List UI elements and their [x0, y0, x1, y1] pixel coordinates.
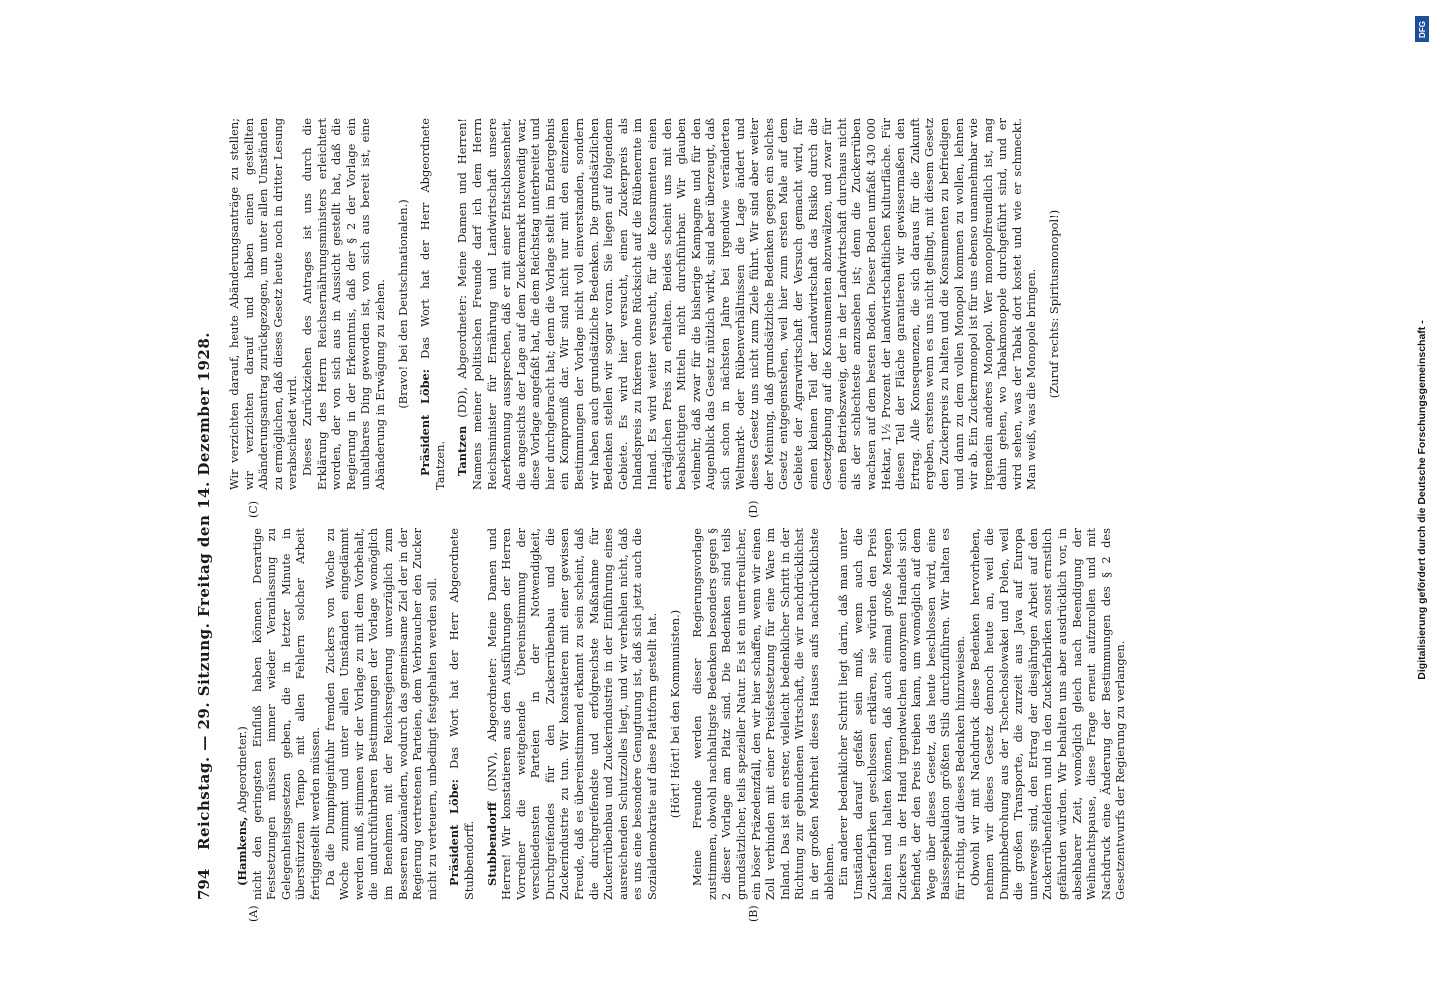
body-paragraph: Obwohl wir mit Nachdruck diese Bedenken hervorheben, nehmen wir dieses Gesetz dennoch heute an, weil die Dumpinbedrohung aus der Tschechoslowakei und Polen, weil die großen Transporte, die zurzeit aus Java auf Europa unterwegs sind, den Ertrag der diesjährigen Arbeit auf den Zuckerrübenfeldern und in den Zuckerfabriken sonst ernstlich gefährden würden. Wir behalten uns aber ausdrücklich vor, in absehbarer Zeit, womöglich gleich nach Beendigung der Weihnachtspause, diese Frage erneut aufzurollen und mit Nachdruck eine Änderung der Bestimmungen des § 2 des Gesetzentwurfs der Regierung zu verlangen. [967, 528, 1128, 900]
speech-paragraph [418, 118, 447, 490]
margin-marker-a: (A) [247, 905, 260, 922]
body-paragraph: Ein anderer bedenklicher Schritt liegt darin, daß man unter Umständen darauf gefaßt sein muß, wenn auch die Zuckerfabriken geschlossen erklären, sie würden den Preis halten und halten können, daß auch einmal große Mengen Zuckers in der Hand irgendwelchen anonymen Handels sich befindet, der den Preis treiben kann, um womöglich auf dem Wege über dieses Gesetz, das heute beschlossen wird, eine Baissespekulation größten Stils durchzuführen. Wir halten es für richtig, auf dieses Bedenken hinzuweisen. [836, 528, 967, 900]
speech-paragraph [447, 528, 476, 900]
left-column [227, 528, 1128, 900]
margin-marker-b: (B) [747, 905, 760, 922]
dfg-logo-text: DFG [1417, 20, 1427, 38]
interjection: (Bravo! bei den Deutschnationalen.) [395, 199, 410, 409]
page-title: Reichstag. — 29. Sitzung. Freitag den 14. Dezember 1928. [195, 331, 213, 850]
speaker-name: Präsident Löbe: [418, 369, 433, 476]
speech-text: Meine Damen und Herren! Wir konstatieren aus den Ausführungen der Herren Vorredner die weitgehende Übereinstimmung der verschiedensten Parteien in der Notwendigkeit, Durchgreifendes für den Zuckerrübenbau und die Zuckerindustrie zu tun. Wir konstatieren mit einer gewissen Freude, daß es übereinstimmend erkannt zu sein scheint, daß die durchgreifendste und erfolgreichste Maßnahme für Zuckerrübenbau und Zuckerindustrie in der Einführung eines ausreichenden Schutzzolles liegt, und wir verhehlen nicht, daß es uns eine besondere Genugtuung ist, daß sich jetzt auch die Sozialdemokratie auf diese Plattform gestellt hat. [484, 528, 660, 900]
scanned-page [187, 70, 1247, 930]
dfg-logo [1415, 16, 1429, 42]
speaker-role: (DNV), Abgeordneter: [484, 657, 499, 792]
speaker-name: Stubbendorff [484, 801, 499, 886]
speech-paragraph [455, 118, 1039, 490]
page-header [195, 90, 221, 900]
speech-paragraph [485, 528, 660, 900]
digitization-note: Digitalisierung gefördert durch die Deutsche Forschungsgemeinschaft - [1416, 320, 1428, 680]
margin-marker-d: (D) [747, 500, 760, 518]
interjection: (Zuruf rechts: Spiritusmonopol!) [1047, 209, 1062, 399]
body-paragraph: nicht den geringsten Einfluß haben können. Derartige Festsetzungen müssen immer wieder Veranlassung zu Gelegenheitsgesetzen geben, die in letzter Minute in überstürztem Tempo mit allen Fehlern solcher Arbeit fertiggestellt werden müssen. [249, 528, 322, 900]
speech-text: Das Wort hat der Herr Abgeordnete Tantzen. [418, 118, 447, 490]
speech-paragraph [235, 528, 250, 900]
speaker-role: Abgeordneter.) [235, 726, 249, 813]
speech-text: Das Wort hat der Herr Abgeordnete Stubbendorff. [447, 528, 476, 900]
page-number: 794 [195, 868, 213, 900]
margin-marker-c: (C) [247, 501, 260, 518]
right-column [227, 118, 1070, 490]
body-paragraph: Meine Freunde werden dieser Regierungsvorlage zustimmen, obwohl nachhaltigste Bedenken besonders gegen § 2 dieser Vorlage am Platz sind. Die Bedenken sind teils grundsätzlicher, teils spezieller Natur. Es ist ein unerfreulicher, ein böser Präzedenzfall, den wir hier schaffen, wenn wir einen Zoll verbinden mit einer Preisfestsetzung für eine Ware im Inland. Das ist ein erster, vielleicht bedenklicher Schritt in der Richtung zur gebundenen Wirtschaft, die wir nachdrücklichst in der großen Mehrheit dieses Hauses aufs nachdrücklichste ablehnen. [690, 528, 836, 900]
speaker-name: Tantzen [455, 425, 470, 476]
speaker-name: (Hamkens, [235, 816, 249, 886]
digitization-strip [1414, 10, 1430, 990]
speaker-name: Präsident Löbe: [447, 779, 462, 886]
speaker-role: (DD), Abgeordneter: [455, 295, 470, 418]
speech-text: Meine Damen und Herren! Namens meiner politischen Freunde darf ich dem Herrn Reichsminister für Ernährung und Landwirtschaft unsere Anerkennung aussprechen, daß er mit einer Entschlossenheit, die angesichts der Lage auf dem Zuckermarkt notwendig war, diese Vorlage angefaßt hat, die dem Reichstag unterbreitet und hier durchgebracht hat; denn die Vorlage stellt im Endergebnis ein Kompromiß dar. Wir sind nicht nur mit den einzelnen Bestimmungen der Vorlage nicht voll einverstanden, sondern wir haben auch grundsätzliche Bedenken. Die grundsätzlichen Bedenken stellen wir sogar voran. Sie liegen auf folgendem Gebiete. Es wird hier versucht, einen Zuckerpreis als Inlandspreis zu fixieren ohne Rücksicht auf die Rübenernte im Inland. Es wird weiter versucht, für die Konsumenten einen erträglichen Preis zu erhalten. Beides scheint uns mit den beabsichtigten Mitteln nicht durchführbar. Wir glauben vielmehr, daß zwar für die bisherige Kampagne und für den Augenblick das Gesetz nützlich wirkt, sind aber überzeugt, daß sich schon in nächsten Jahre bei irgendwie veränderten Weltmarkt- oder Rübenverhältnissen die Lage ändert und dieses Gesetz uns nicht zum Ziele führt. Wir sind aber weiter der Meinung, daß grundsätzliche Bedenken gegen ein solches Gesetz entgegenstehen, weil hier zum ersten Male auf dem Gebiete der Agrarwirtschaft der Versuch gemacht wird, für einen kleinen Teil der Landwirtschaft das Risiko durch die Gesetzgebung auf die Konsumenten abzuwälzen, und zwar für einen Betriebszweig, der in der Landwirtschaft durchaus nicht als der schlechteste anzusehen ist; denn die Zuckerrüben wachsen auf dem besten Boden. Dieser Boden umfaßt 430 000 Hektar, 1½ Prozent der landwirtschaftlichen Kulturfläche. Für diesen Teil der Fläche garantieren wir gewissermaßen den Ertrag. Alle Konsequenzen, die sich daraus für die Zukunft ergeben, erstens wenn es uns nicht gelingt, mit diesem Gesetz den Zuckerpreis zu halten und die Konsumenten zu befriedigen und dann zu dem vollen Monopol kommen zu wollen, lehnen wir ab. Ein Zuckermonopol ist für uns ebenso unannehmbar wie irgendein anderes Monopol. Wer monopolfreundlich ist, mag dahin gehen, wo Tabakmonopole durchgeführt sind, und er wird sehen, was der Tabak dort kostet und wie er schmeckt. Man weiß, was die Monopole bringen. [455, 118, 1039, 490]
body-paragraph: Dieses Zurückziehen des Antrages ist uns durch die Erklärung des Herrn Reichsernährungsministers erleichtert worden, der von sich aus in Aussicht gestellt hat, daß die Regierung in der Erkenntnis, daß der § 2 der Vorlage ein unhaltbares Ding geworden ist, von sich aus bereit ist, eine Abänderung in Erwägung zu ziehen. [299, 118, 387, 490]
interjection: (Hört! Hört! bei den Kommunisten.) [667, 609, 682, 819]
body-paragraph: Da die Dumpingeinfuhr fremden Zuckers von Woche zu Woche zunimmt und unter allen Umständen eingedämmt werden muß, stimmen wir der Vorlage zu mit dem Vorbehalt, die undurchführbaren Bestimmungen der Vorlage womöglich im Benehmen mit der Reichsregierung unverzüglich zum Besseren abzuändern, wodurch das gemeinsame Ziel der in der Regierung vertretenen Parteien, dem Verbraucher den Zucker nicht zu verteuern, unbedingt festgehalten werden soll. [322, 528, 439, 900]
body-paragraph: Wir verzichten darauf, heute Abänderungsanträge zu stellen; wir verzichten darauf und haben einen gestellten Abänderungsantrag zurückgezogen, um unter allen Umständen zu ermöglichen, daß dieses Gesetz heute noch in dritter Lesung verabschiedet wird. [227, 118, 300, 490]
